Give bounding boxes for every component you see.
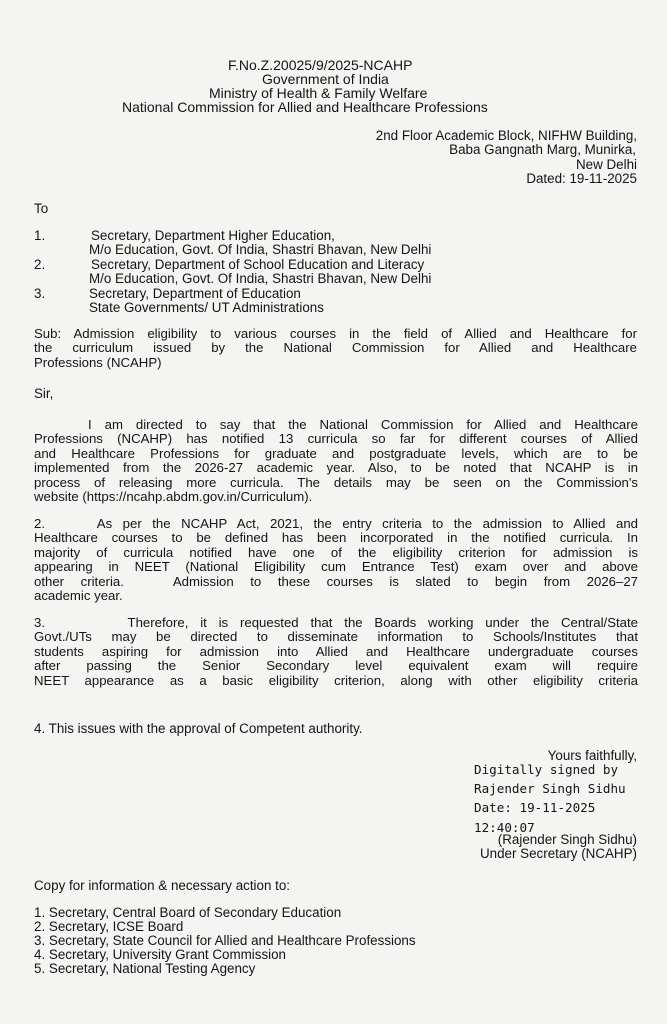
paragraph-line: website (https://ncahp.abdm.gov.in/Curriculum).: [34, 489, 313, 505]
paragraph-line: other criteria. Admission to these courses is slated to begin from 2026–27: [34, 573, 638, 589]
paragraph-line: 3. Therefore, it is requested that the Boards working under the Central/State: [34, 615, 638, 630]
digital-signature-time: 12:40:07: [474, 820, 535, 835]
paragraph-line: majority of curricula notified have one of the eligibility criterion for admission is: [34, 544, 638, 560]
recipient-line: State Governments/ UT Administrations: [89, 300, 324, 315]
address-line-2: Baba Gangnath Marg, Munirka,: [449, 142, 636, 157]
address-line-3: New Delhi: [575, 157, 637, 172]
subject-line: Professions (NCAHP): [34, 354, 162, 370]
paragraph-line: Govt./UTs may be directed to disseminate information to Schools/Institutes that: [34, 629, 638, 645]
copy-item: 5. Secretary, National Testing Agency: [34, 961, 256, 976]
paragraph-4: 4. This issues with the approval of Competent authority.: [34, 721, 363, 736]
subject-line: the curriculum issued by the National Commission for Allied and Healthcare: [34, 340, 637, 356]
subject-block: [34, 327, 637, 370]
ministry-line: Ministry of Health & Family Welfare: [209, 85, 428, 101]
copy-heading: Copy for information & necessary action to:: [34, 878, 291, 893]
subject-line: Sub: Admission eligibility to various courses in the field of Allied and Healthcare for: [34, 326, 637, 341]
copy-item: 1. Secretary, Central Board of Secondary Education: [34, 905, 342, 920]
government-line: Government of India: [262, 71, 389, 87]
paragraph-line: I am directed to say that the National Commission for Allied and Healthcare: [88, 417, 638, 432]
paragraph-line: students aspiring for admission into Allied and Healthcare undergraduate courses: [34, 643, 638, 659]
digital-signature-date: Date: 19-11-2025: [474, 800, 596, 815]
closing-line: Yours faithfully,: [547, 748, 637, 763]
paragraph-line: academic year.: [34, 588, 123, 604]
copy-item: 4. Secretary, University Grant Commission: [34, 947, 287, 962]
paragraph-line: NEET appearance as a basic eligibility criterion, along with other eligibility criteria: [34, 672, 638, 688]
file-number: F.No.Z.20025/9/2025-NCAHP: [228, 57, 413, 73]
paragraph-line: 2. As per the NCAHP Act, 2021, the entry criteria to the admission to Allied and: [34, 516, 638, 531]
paragraph-3: [34, 616, 638, 688]
paragraph-2: [34, 517, 638, 603]
paragraph-line: process of releasing more curricula. The details may be seen on the Commission's: [34, 474, 638, 490]
signatory-designation: Under Secretary (NCAHP): [479, 846, 637, 861]
digital-signature-name: Rajender Singh Sidhu: [474, 781, 626, 796]
recipient-line: Secretary, Department of School Education and Literacy: [91, 257, 425, 272]
recipient-line: M/o Education, Govt. Of India, Shastri Bhavan, New Delhi: [89, 271, 432, 286]
paragraph-1: [34, 418, 638, 504]
recipient-line: Secretary, Department Higher Education,: [91, 228, 335, 243]
dated-line: Dated: 19-11-2025: [526, 171, 637, 186]
paragraph-line: after passing the Senior Secondary level equivalent exam will require: [34, 658, 638, 674]
digital-signature-line: Digitally signed by: [474, 762, 619, 777]
recipient-number: 2.: [34, 257, 46, 272]
recipient-number: 1.: [34, 228, 46, 243]
paragraph-line: appearing in NEET (National Eligibility cum Entrance Test) exam over and above: [34, 559, 638, 575]
recipient-number: 3.: [34, 286, 46, 301]
recipient-line: Secretary, Department of Education: [89, 286, 301, 301]
paragraph-line: and Healthcare Professions for graduate and postgraduate levels, which are to be: [34, 445, 638, 461]
paragraph-line: Healthcare courses to be defined has been incorporated in the notified curricula. In: [34, 530, 638, 546]
paragraph-line: Professions (NCAHP) has notified 13 curricula so far for different courses of Allied: [34, 431, 638, 447]
commission-line: National Commission for Allied and Healthcare Professions: [122, 99, 488, 115]
to-label: To: [34, 201, 49, 216]
copy-item: 2. Secretary, ICSE Board: [34, 919, 184, 934]
copy-item: 3. Secretary, State Council for Allied and Healthcare Professions: [34, 933, 416, 948]
signatory-name: (Rajender Singh Sidhu): [497, 832, 637, 847]
address-line-1: 2nd Floor Academic Block, NIFHW Building,: [375, 128, 637, 143]
paragraph-line: implemented from the 2026-27 academic year. Also, to be noted that NCAHP is in: [34, 460, 638, 476]
recipient-line: M/o Education, Govt. Of India, Shastri Bhavan, New Delhi: [89, 242, 432, 257]
salutation: Sir,: [34, 386, 54, 401]
